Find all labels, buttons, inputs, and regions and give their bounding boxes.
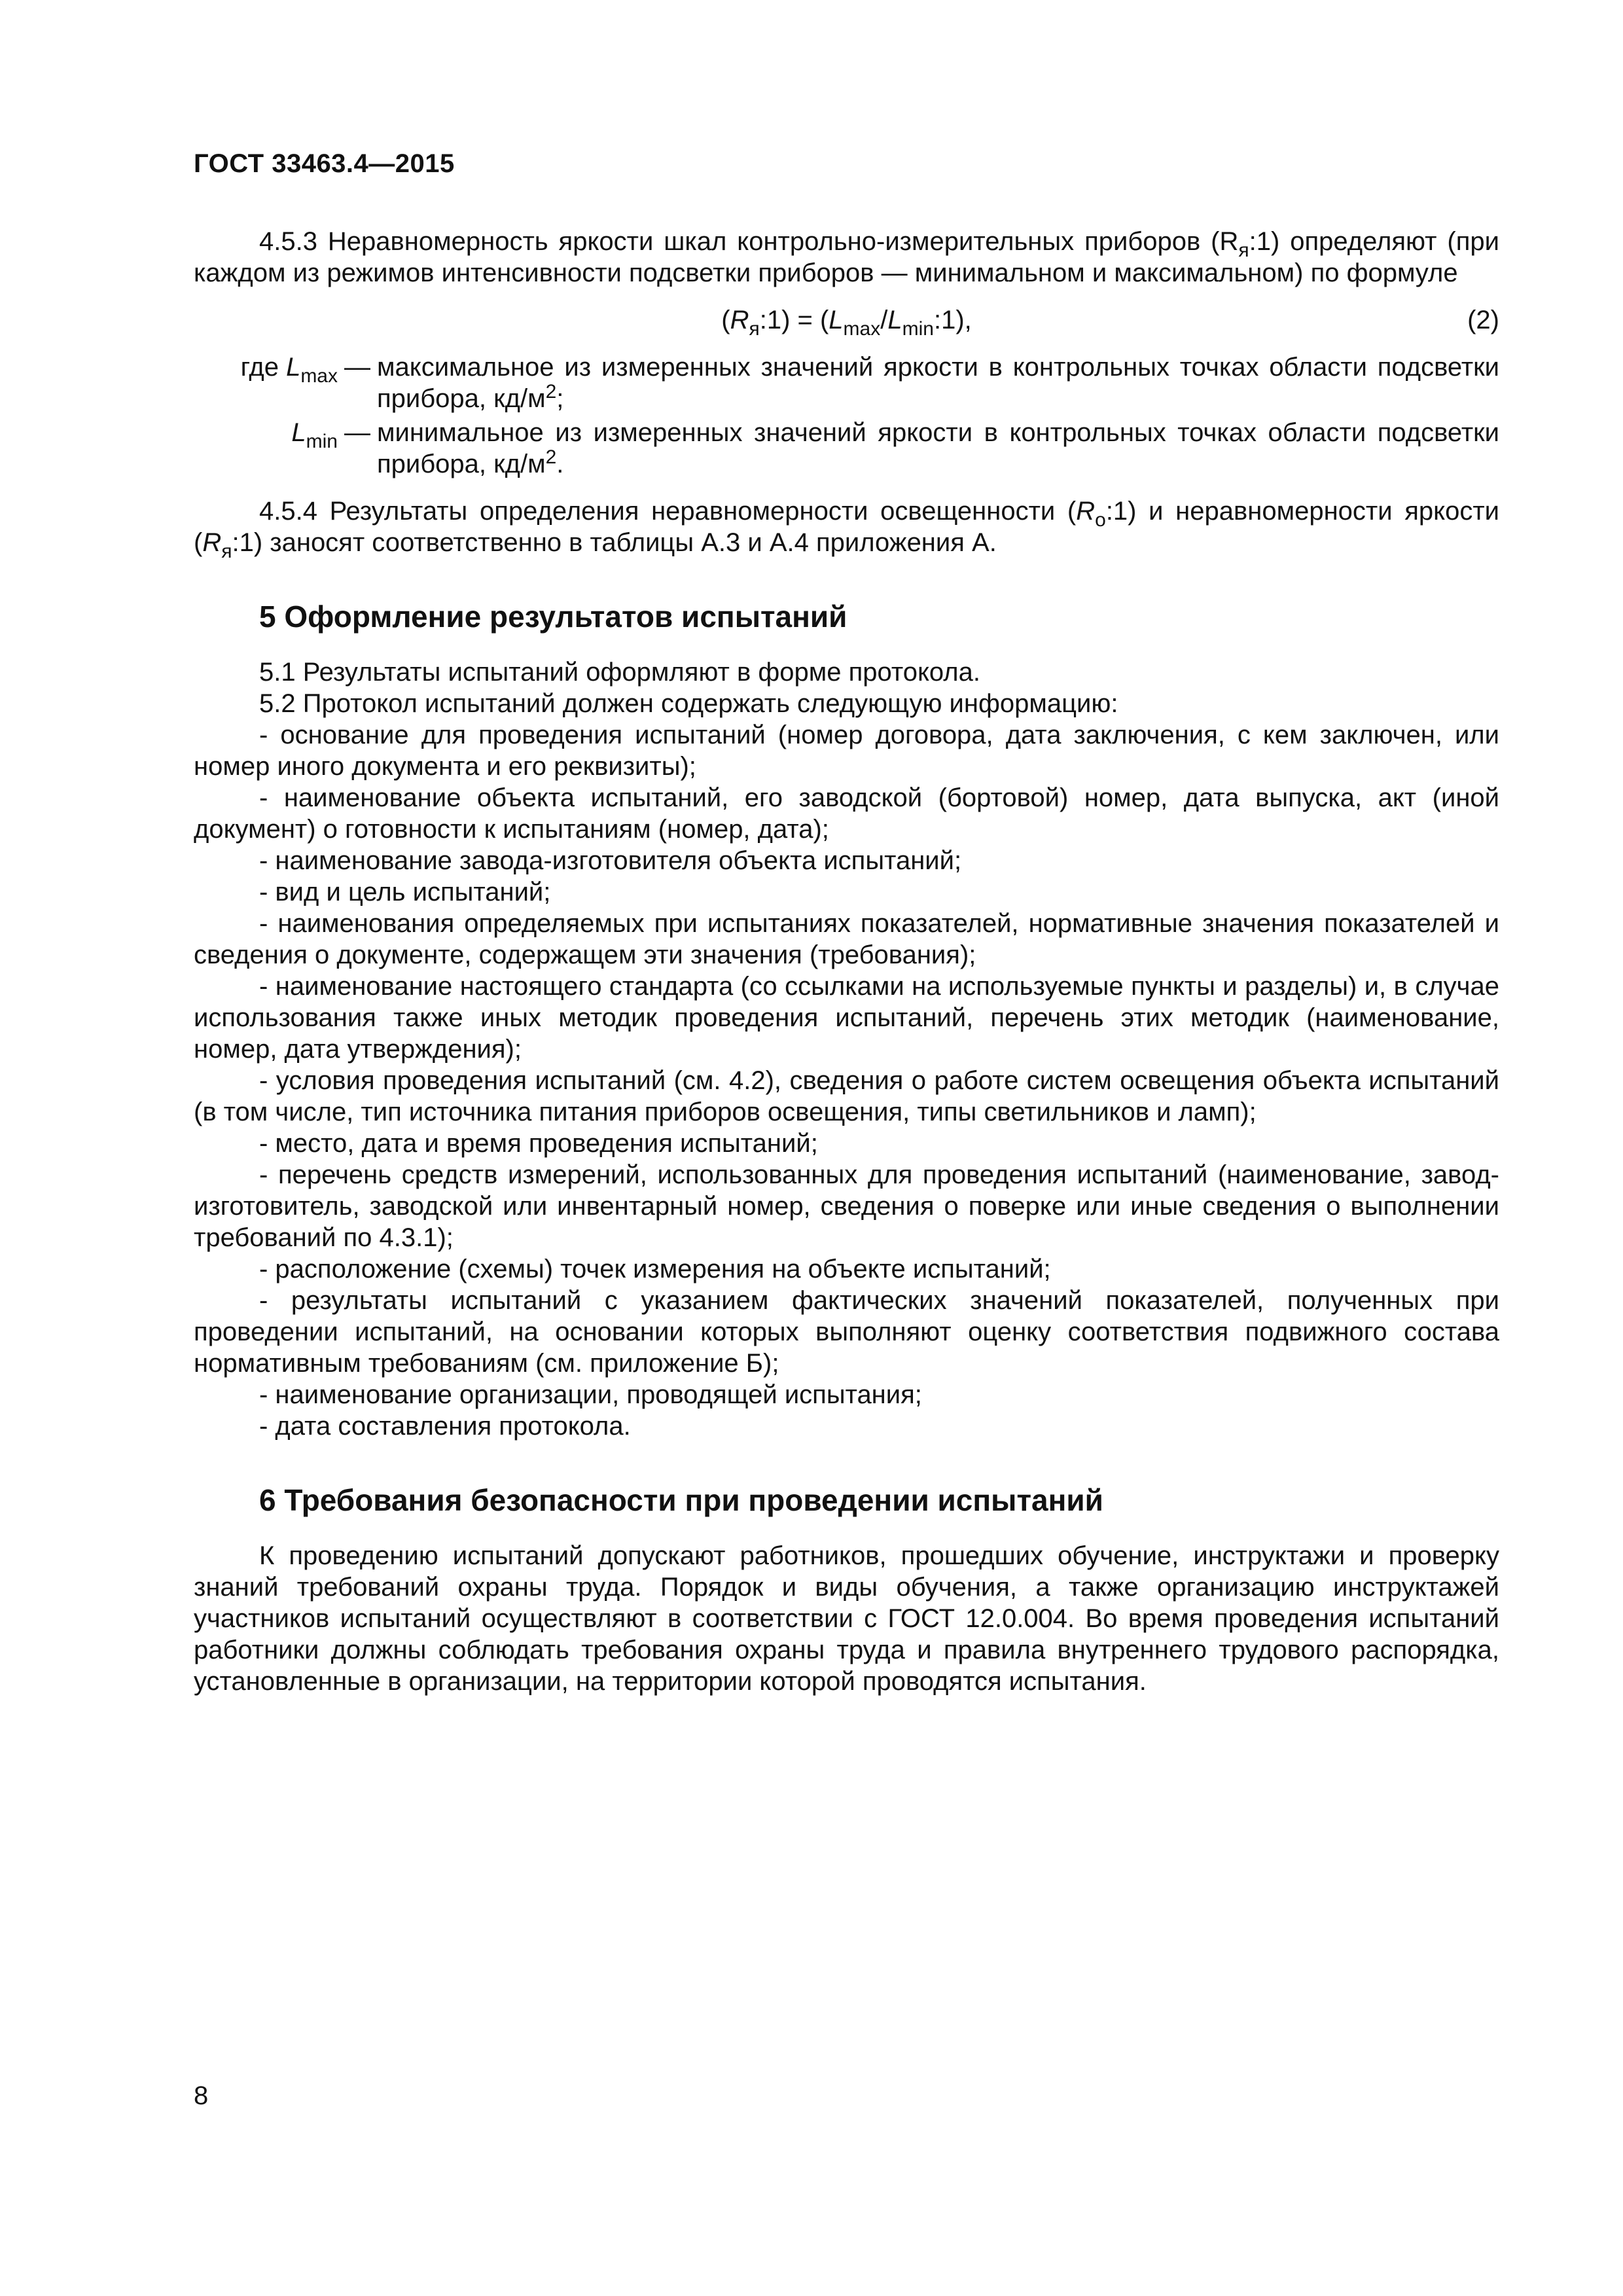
list-item: - наименование организации, проводящей испытания; bbox=[259, 1380, 922, 1409]
paragraph-5-1: 5.1 Результаты испытаний оформляют в форме протокола. bbox=[259, 658, 980, 687]
list-item: - результаты испытаний с указанием фактических значений показателей, полученных при проведении испытаний, на основании которых выполняют оценку соответствия подвижного состава нормативным требованиям (см. приложение Б); bbox=[194, 1286, 1499, 1378]
definition-lmax: где $L_{max}$ — максимальное из измеренных значений яркости в контрольных точках области подсветки прибора, $кд/м^2$; bbox=[194, 351, 1499, 414]
clause-number: 4.5.3 bbox=[259, 227, 317, 256]
formula-number: (2) bbox=[1467, 306, 1499, 334]
section-6-title: 6 Требования безопасности при проведении испытаний bbox=[259, 1483, 1103, 1517]
definition-lmin: $L_{min}$ — минимальное из измеренных значений яркости в контрольных точках области подсветки прибора, $кд/м^2$. bbox=[194, 417, 1499, 480]
formula-definitions bbox=[194, 351, 1499, 480]
list-item: - место, дата и время проведения испытаний; bbox=[259, 1129, 818, 1158]
definition-term: $L_{min}$ bbox=[291, 418, 338, 452]
list-item: - перечень средств измерений, использованных для проведения испытаний (наименование, завод-изготовитель, заводской или инвентарный номер, сведения о поверке или иные сведения о выполнении требований по 4.3.1); bbox=[194, 1160, 1499, 1252]
page-number: 8 bbox=[194, 2081, 209, 2110]
list-item: - условия проведения испытаний (см. 4.2), сведения о работе систем освещения объекта испытаний (в том числе, тип источника питания приборов освещения, типы светильников и ламп); bbox=[194, 1066, 1499, 1126]
formula-expression: $(R_я:1)$ = $(L_{max}/L_{min}:1)$, bbox=[721, 306, 972, 340]
list-item: - расположение (схемы) точек измерения на объекте испытаний; bbox=[259, 1255, 1051, 1283]
list-item: - наименование завода-изготовителя объекта испытаний; bbox=[259, 846, 962, 875]
list-item: - наименование объекта испытаний, его заводской (бортовой) номер, дата выпуска, акт (иной документ) о готовности к испытаниям (номер, дата); bbox=[194, 783, 1499, 844]
document-code: ГОСТ 33463.4—2015 bbox=[194, 149, 455, 178]
formula-2 bbox=[194, 304, 1499, 340]
list-item: - основание для проведения испытаний (номер договора, дата заключения, с кем заключен, или номер иного документа и его реквизиты); bbox=[194, 721, 1499, 781]
paragraph-4-5-3: 4.5.3 Неравномерность яркости шкал контрольно-измерительных приборов $(R_я:1)$ определяют (при каждом из режимов интенсивности подсветки приборов — минимальном и максимальном) по формуле bbox=[194, 227, 1499, 287]
section-5-title: 5 Оформление результатов испытаний bbox=[259, 600, 847, 634]
list-item: - дата составления протокола. bbox=[259, 1412, 631, 1441]
definition-text: минимальное из измеренных значений яркости в контрольных точках области подсветки прибора, $кд/м^2$. bbox=[377, 418, 1499, 478]
definition-term: где $L_{max}$ bbox=[240, 353, 338, 387]
page-content bbox=[194, 226, 1499, 1697]
paragraph-5-2: 5.2 Протокол испытаний должен содержать следующую информацию: bbox=[259, 689, 1118, 718]
list-item: - наименование настоящего стандарта (со ссылками на используемые пункты и разделы) и, в случае использования также иных методик проведения испытаний, перечень этих методик (наименование, номер, дата утверждения); bbox=[194, 972, 1499, 1064]
definition-text: максимальное из измеренных значений яркости в контрольных точках области подсветки прибора, $кд/м^2$; bbox=[377, 353, 1499, 413]
paragraph-4-5-4: 4.5.4 Результаты определения неравномерности освещенности $(R_о:1)$ и неравномерности яркости $(R_я:1)$ заносят соответственно в таблицы А.3 и А.4 приложения А. bbox=[194, 497, 1499, 562]
section-6-paragraph: К проведению испытаний допускают работников, прошедших обучение, инструктажи и проверку знаний требований охраны труда. Порядок и виды обучения, а также организацию инструктажей участников испытаний осуществляют в соответствии с ГОСТ 12.0.004. Во время проведения испытаний работники должны соблюдать требования охраны труда и правила внутреннего трудового распорядка, установленные в организации, на территории которой проводятся испытания. bbox=[194, 1541, 1499, 1696]
list-item: - наименования определяемых при испытаниях показателей, нормативные значения показателей и сведения о документе, содержащем эти значения (требования); bbox=[194, 909, 1499, 969]
list-item: - вид и цель испытаний; bbox=[259, 878, 551, 906]
